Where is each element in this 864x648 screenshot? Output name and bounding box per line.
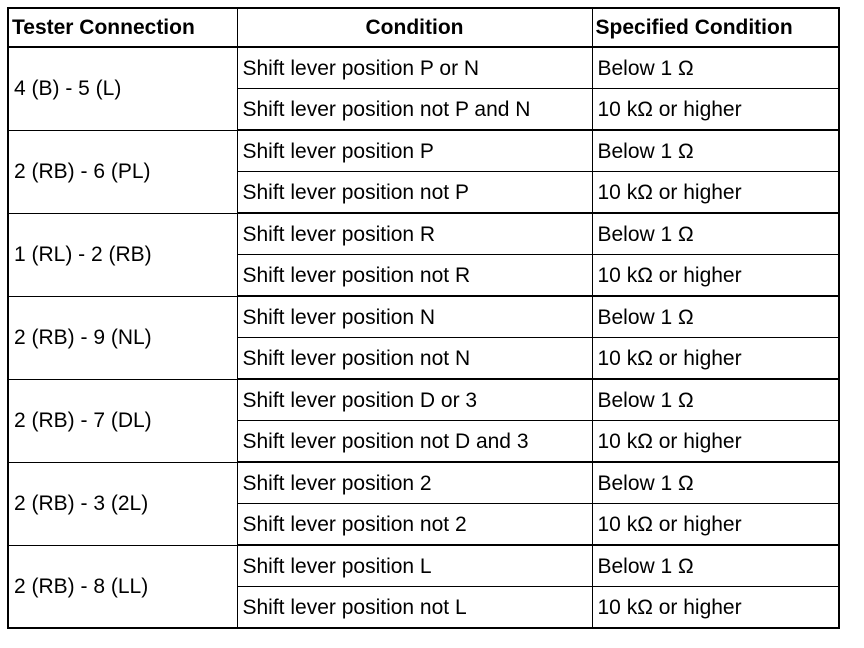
tester-connection-cell: 1 (RL) - 2 (RB) <box>8 213 237 296</box>
condition-cell: Shift lever position not D and 3 <box>237 421 592 463</box>
specified-condition-cell: Below 1 Ω <box>592 213 839 255</box>
tester-connection-cell: 4 (B) - 5 (L) <box>8 47 237 130</box>
table-body <box>8 47 839 628</box>
specified-condition-cell: Below 1 Ω <box>592 462 839 504</box>
condition-cell: Shift lever position P or N <box>237 47 592 89</box>
tester-connection-table <box>7 7 840 629</box>
condition-cell: Shift lever position D or 3 <box>237 379 592 421</box>
condition-cell: Shift lever position N <box>237 296 592 338</box>
specified-condition-cell: Below 1 Ω <box>592 130 839 172</box>
table-row <box>8 130 839 172</box>
tester-connection-cell: 2 (RB) - 8 (LL) <box>8 545 237 628</box>
tester-connection-cell: 2 (RB) - 3 (2L) <box>8 462 237 545</box>
condition-cell: Shift lever position not P and N <box>237 89 592 131</box>
condition-cell: Shift lever position not R <box>237 255 592 297</box>
specified-condition-cell: 10 kΩ or higher <box>592 504 839 546</box>
condition-cell: Shift lever position not L <box>237 587 592 629</box>
specified-condition-cell: 10 kΩ or higher <box>592 338 839 380</box>
tester-connection-cell: 2 (RB) - 6 (PL) <box>8 130 237 213</box>
condition-cell: Shift lever position R <box>237 213 592 255</box>
table-row <box>8 379 839 421</box>
condition-cell: Shift lever position 2 <box>237 462 592 504</box>
header-row <box>8 8 839 47</box>
header-tester-connection: Tester Connection <box>8 8 237 47</box>
specified-condition-cell: Below 1 Ω <box>592 47 839 89</box>
table-row <box>8 213 839 255</box>
table-row <box>8 47 839 89</box>
header-condition: Condition <box>237 8 592 47</box>
specified-condition-cell: 10 kΩ or higher <box>592 587 839 629</box>
specified-condition-cell: Below 1 Ω <box>592 296 839 338</box>
specified-condition-cell: 10 kΩ or higher <box>592 89 839 131</box>
condition-cell: Shift lever position not P <box>237 172 592 214</box>
tester-connection-cell: 2 (RB) - 7 (DL) <box>8 379 237 462</box>
condition-cell: Shift lever position not N <box>237 338 592 380</box>
header-specified-condition: Specified Condition <box>592 8 839 47</box>
condition-cell: Shift lever position not 2 <box>237 504 592 546</box>
specified-condition-cell: 10 kΩ or higher <box>592 255 839 297</box>
specified-condition-cell: Below 1 Ω <box>592 545 839 587</box>
specified-condition-cell: 10 kΩ or higher <box>592 421 839 463</box>
specified-condition-cell: Below 1 Ω <box>592 379 839 421</box>
specified-condition-cell: 10 kΩ or higher <box>592 172 839 214</box>
table-row <box>8 545 839 587</box>
condition-cell: Shift lever position L <box>237 545 592 587</box>
table-row <box>8 462 839 504</box>
tester-connection-cell: 2 (RB) - 9 (NL) <box>8 296 237 379</box>
table-row <box>8 296 839 338</box>
condition-cell: Shift lever position P <box>237 130 592 172</box>
table-header <box>8 8 839 47</box>
